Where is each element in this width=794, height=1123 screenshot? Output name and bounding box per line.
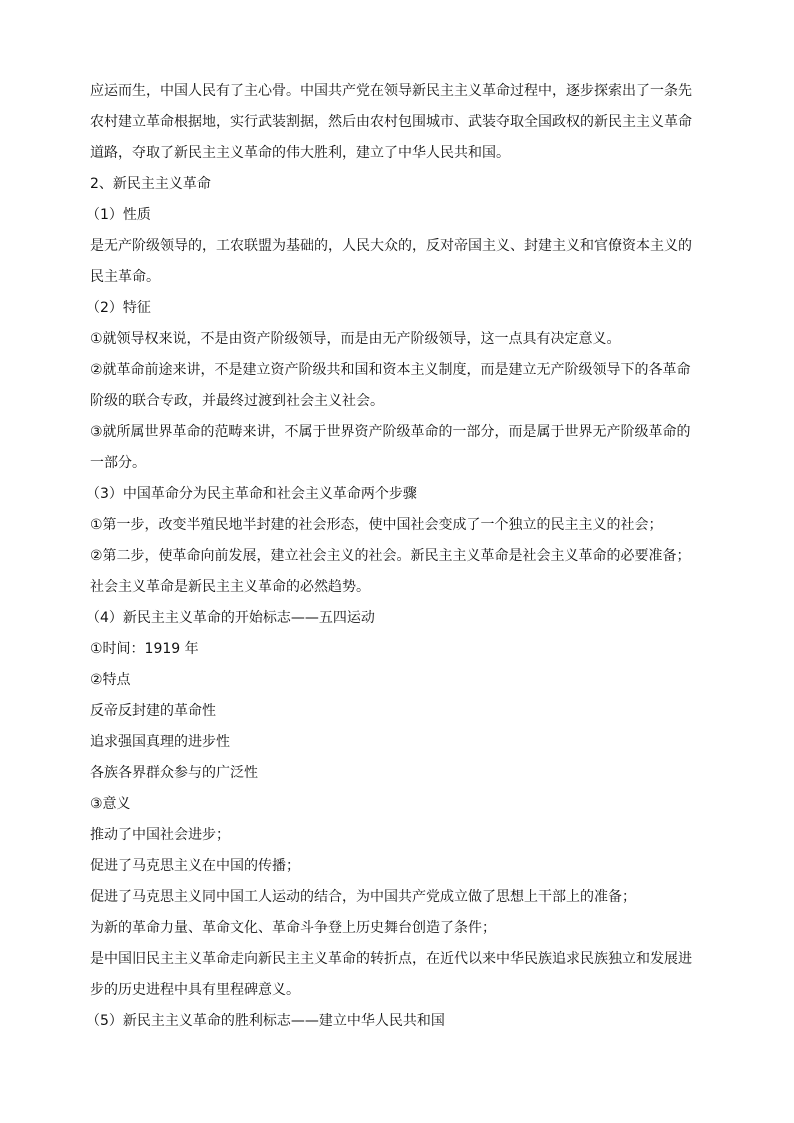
text-line: ③意义 — [90, 796, 131, 812]
subsection-heading: （5）新民主主义革命的胜利标志——建立中华人民共和国 — [86, 1013, 445, 1029]
text-line: ②就革命前途来讲，不是建立资产阶级共和国和资本主义制度，而是建立无产阶级领导下的各革命 — [90, 362, 691, 378]
text-line: 应运而生，中国人民有了主心骨。中国共产党在领导新民主主义革命过程中，逐步探索出了一条先 — [90, 83, 692, 99]
text-line: 步的历史进程中具有里程碑意义。 — [90, 982, 300, 998]
text-line: 追求强国真理的进步性 — [90, 734, 230, 750]
text-line: 一部分。 — [90, 455, 146, 471]
subsection-heading: （4）新民主主义革命的开始标志——五四运动 — [86, 610, 375, 626]
text-line: 反帝反封建的革命性 — [90, 703, 216, 719]
text-line: ①就领导权来说，不是由资产阶级领导，而是由无产阶级领导，这一点具有决定意义。 — [90, 331, 621, 347]
text-line: ②特点 — [90, 672, 131, 688]
text-line: 促进了马克思主义同中国工人运动的结合，为中国共产党成立做了思想上干部上的准备； — [90, 889, 636, 905]
text-line: ①时间：1919 年 — [90, 641, 199, 657]
text-line: ②第二步，使革命向前发展，建立社会主义的社会。新民主主义革命是社会主义革命的必要准备； — [90, 548, 691, 564]
text-line: 各族各界群众参与的广泛性 — [90, 765, 258, 781]
subsection-heading: （3）中国革命分为民主革命和社会主义革命两个步骤 — [86, 486, 417, 502]
text-line: 是中国旧民主主义革命走向新民主主义革命的转折点，在近代以来中华民族追求民族独立和发展进 — [90, 951, 692, 967]
subsection-heading: （1）性质 — [86, 207, 151, 223]
section-heading: 2、新民主主义革命 — [90, 176, 211, 192]
text-line: 促进了马克思主义在中国的传播； — [90, 858, 300, 874]
text-line: 社会主义革命是新民主主义革命的必然趋势。 — [90, 579, 370, 595]
text-line: 民主革命。 — [90, 269, 160, 285]
text-line: 推动了中国社会进步； — [90, 827, 230, 843]
text-line: 为新的革命力量、革命文化、革命斗争登上历史舞台创造了条件； — [90, 920, 496, 936]
text-line: ①第一步，改变半殖民地半封建的社会形态，使中国社会变成了一个独立的民主主义的社会； — [90, 517, 663, 533]
text-line: 是无产阶级领导的，工农联盟为基础的，人民大众的，反对帝国主义、封建主义和官僚资本主义的 — [90, 238, 692, 254]
text-line: 道路，夺取了新民主主义革命的伟大胜利，建立了中华人民共和国。 — [90, 145, 510, 161]
text-line: 农村建立革命根据地，实行武装割据，然后由农村包围城市、武装夺取全国政权的新民主主义革命 — [90, 114, 692, 130]
text-line: 阶级的联合专政，并最终过渡到社会主义社会。 — [90, 393, 384, 409]
subsection-heading: （2）特征 — [86, 300, 151, 316]
text-line: ③就所属世界革命的范畴来讲，不属于世界资产阶级革命的一部分，而是属于世界无产阶级革命的 — [90, 424, 691, 440]
document-body — [86, 76, 710, 1037]
